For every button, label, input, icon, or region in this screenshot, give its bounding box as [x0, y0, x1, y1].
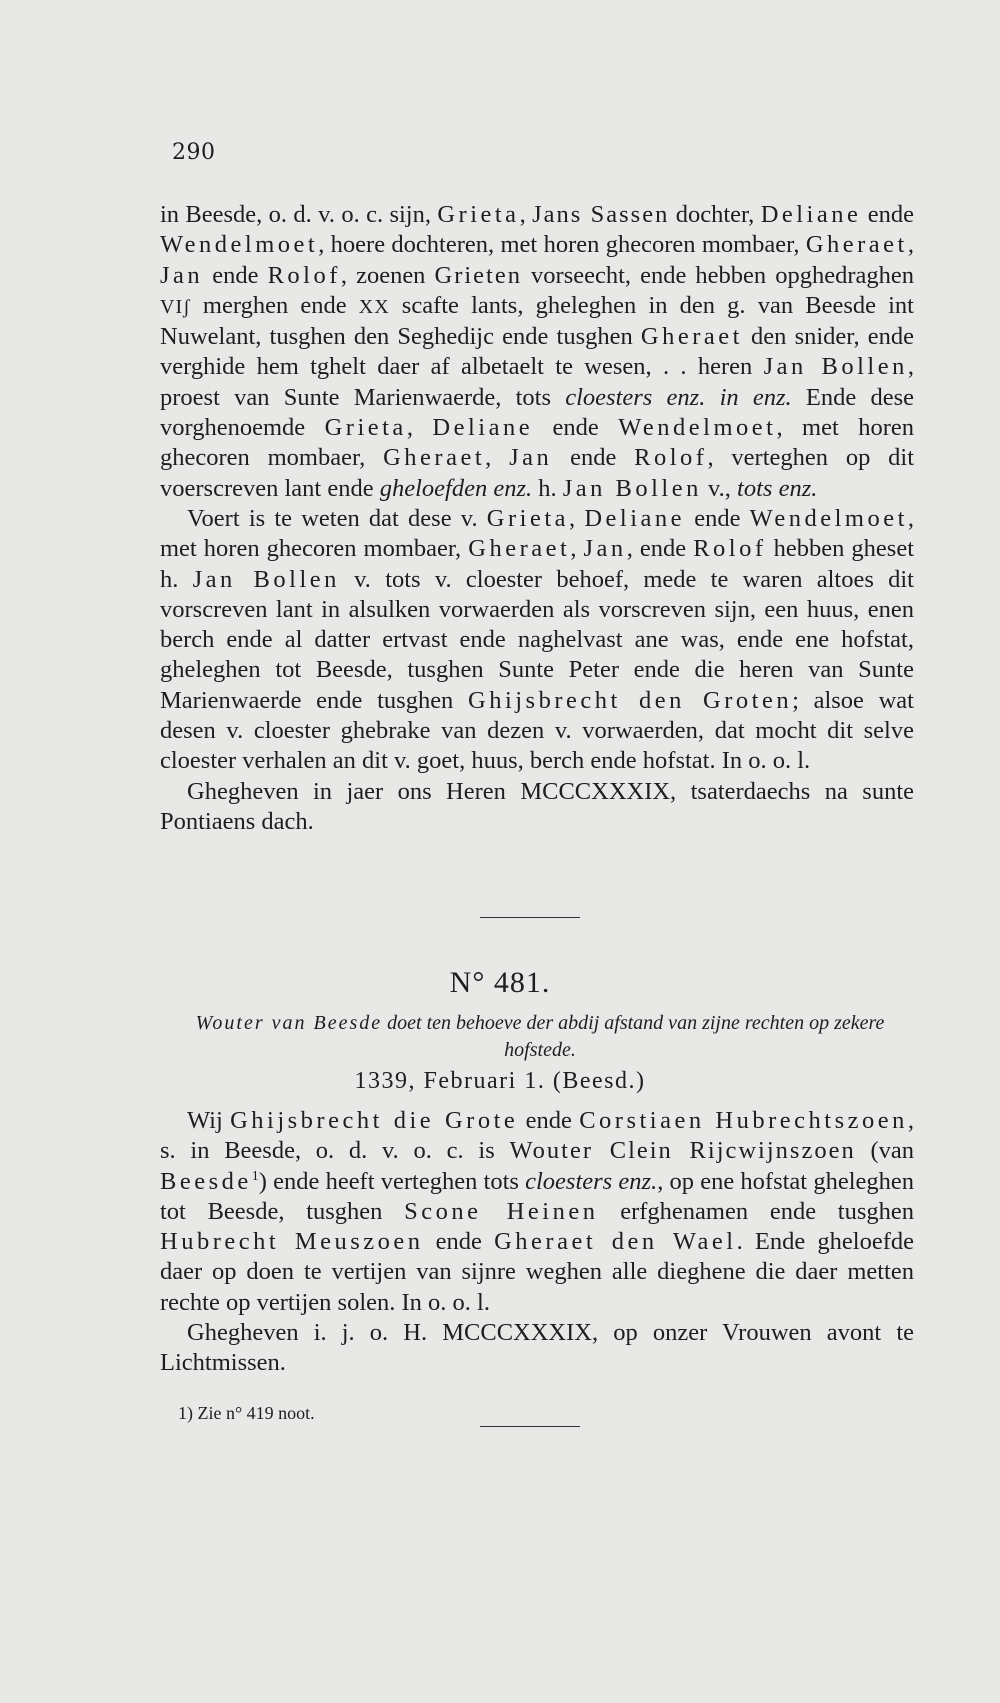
person-name: Rolof [634, 444, 708, 472]
roman-numeral: VIʃ [160, 295, 191, 318]
editorial-abbreviation: cloesters enz. in enz. [565, 383, 792, 411]
entry-481-date: 1339, Februari 1. (Beesd.) [354, 1068, 646, 1094]
person-name: Scone Heinen [404, 1197, 599, 1225]
entry-480-dating: Ghegheven in jaer ons Heren MCCCXXXIX, tsaterdaechs na sunte Pontiaens dach. [160, 777, 914, 835]
person-name: Deliane [584, 504, 686, 532]
person-name: Deliane [760, 201, 862, 228]
person-name: Rolof [693, 535, 767, 563]
person-name: Gheraet [640, 323, 743, 351]
person-name: Corstiaen Hubrechtszoen [579, 1107, 908, 1134]
person-name: Jan [583, 535, 627, 563]
person-name: Jan Bollen [562, 474, 702, 502]
editorial-abbreviation: tots enz. [737, 474, 818, 502]
person-name: Wendelmoet [618, 414, 777, 442]
entry-481-summary: Wouter van Beesde doet ten behoeve der abdij afstand van zijne rechten op zekere hofstede. [195, 1012, 885, 1061]
footnote-mark: 1) [178, 1403, 193, 1423]
person-name: Grieten [434, 261, 522, 289]
person-name: Rolof [267, 261, 341, 289]
person-name: Jan Bollen [192, 565, 340, 593]
roman-numeral: XX [358, 295, 390, 318]
person-name: Gheraet [383, 444, 486, 472]
editorial-abbreviation: cloesters enz. [525, 1167, 658, 1195]
person-name: Beesde [160, 1167, 252, 1195]
person-name: Grieta [437, 201, 520, 228]
person-name: Jan [160, 261, 204, 289]
bottom-divider [480, 1426, 580, 1427]
person-name: Gheraet [805, 231, 908, 259]
person-name: Gheraet [468, 535, 571, 563]
person-name: Wendelmoet [160, 231, 319, 259]
person-name: Deliane [432, 414, 534, 442]
person-name: Ghijsbrecht die Grote [230, 1107, 519, 1134]
entry-480-paragraph-2: Voert is te weten dat dese v. Grieta, Deliane ende Wendelmoet, met horen ghecoren mombaer, Gheraet, Jan, ende Rolof hebben gheset h. Jan Bollen v. tots v. cloester behoef, mede te waren altoes dit vorscreven lant in alsulken vorwaerden als vorscreven sijn, een huus, enen berch ende al datter ertvast ende naghelvast ane was, ende ene hofstat, gheleghen tot Beesde, tusghen Sunte Peter ende die heren van Sunte Marienwaerde ende tusghen Ghijsbrecht den Groten; alsoe wat desen v. cloester ghebrake van dezen v. vorwaerden, dat mocht dit selve cloester verhalen an dit v. goet, huus, berch ende hofstat. In o. o. l. [160, 504, 915, 775]
person-name: Wendelmoet [749, 504, 908, 532]
entry-481-paragraph-1: Wij Ghijsbrecht die Grote ende Corstiaen Hubrechtszoen, s. in Beesde, o. d. v. o. c. is Wouter Clein Rijcwijnszoen (van Beesde$^1$) ende heeft verteghen tots cloesters enz., op ene hofstat gheleghen tot Beesde, tusghen Scone Heinen erfghenamen ende tusghen Hubrecht Meuszoen ende Gheraet den Wael. Ende gheloefde daer op doen te vertijen van sijnre weghen alle dieghene die daer metten rechte op vertijen solen. In o. o. l. [160, 1107, 915, 1316]
entry-481-dating: Ghegheven i. j. o. H. MCCCXXXIX, op onzer Vrouwen avont te Lichtmissen. [160, 1319, 914, 1377]
person-name: Jan [509, 444, 553, 472]
entry-number-heading: N° 481. [449, 966, 551, 999]
editorial-abbreviation: gheloefden enz. [379, 474, 533, 502]
person-name: Wouter van Beesde [195, 1012, 383, 1034]
person-name: Grieta [324, 414, 407, 442]
person-name: Gheraet den Wael [494, 1228, 737, 1256]
entry-481-body [160, 1106, 914, 1379]
footnote [178, 1403, 315, 1424]
entry-480-paragraph-1: in Beesde, o. d. v. o. c. sijn, Grieta, Jans Sassen dochter, Deliane ende Wendelmoet, hoere dochteren, met horen ghecoren mombaer, Gheraet, Jan ende Rolof, zoenen Grieten vorseecht, ende hebben opghedraghen VIʃ merghen ende XX scafte lants, gheleghen in den g. van Beesde int Nuwelant, tusghen den Seghedijc ende tusghen Gheraet den snider, ende verghide hem tghelt daer af albetaelt te wesen, . . heren Jan Bollen, proest van Sunte Marienwaerde, tots cloesters enz. in enz. Ende dese vorghenoemde Grieta, Deliane ende Wendelmoet, met horen ghecoren mombaer, Gheraet, Jan ende Rolof, verteghen op dit voerscreven lant ende gheloefden enz. h. Jan Bollen v., tots enz. [160, 201, 915, 502]
section-divider [480, 917, 580, 918]
person-name: Jan Bollen [763, 353, 908, 381]
person-name: Grieta [486, 504, 569, 532]
footnote-text: Zie n° 419 noot. [197, 1403, 315, 1423]
footnote-reference: 1 [251, 1168, 259, 1184]
page-number: 290 [172, 140, 216, 165]
entry-480-body [160, 200, 914, 837]
person-name: Hubrecht Meuszoen [160, 1228, 424, 1256]
person-name: Wouter Clein Rijcwijnszoen [509, 1137, 856, 1165]
person-name: Jans Sassen [532, 201, 670, 228]
person-name: Ghijsbrecht den Groten [468, 686, 793, 714]
